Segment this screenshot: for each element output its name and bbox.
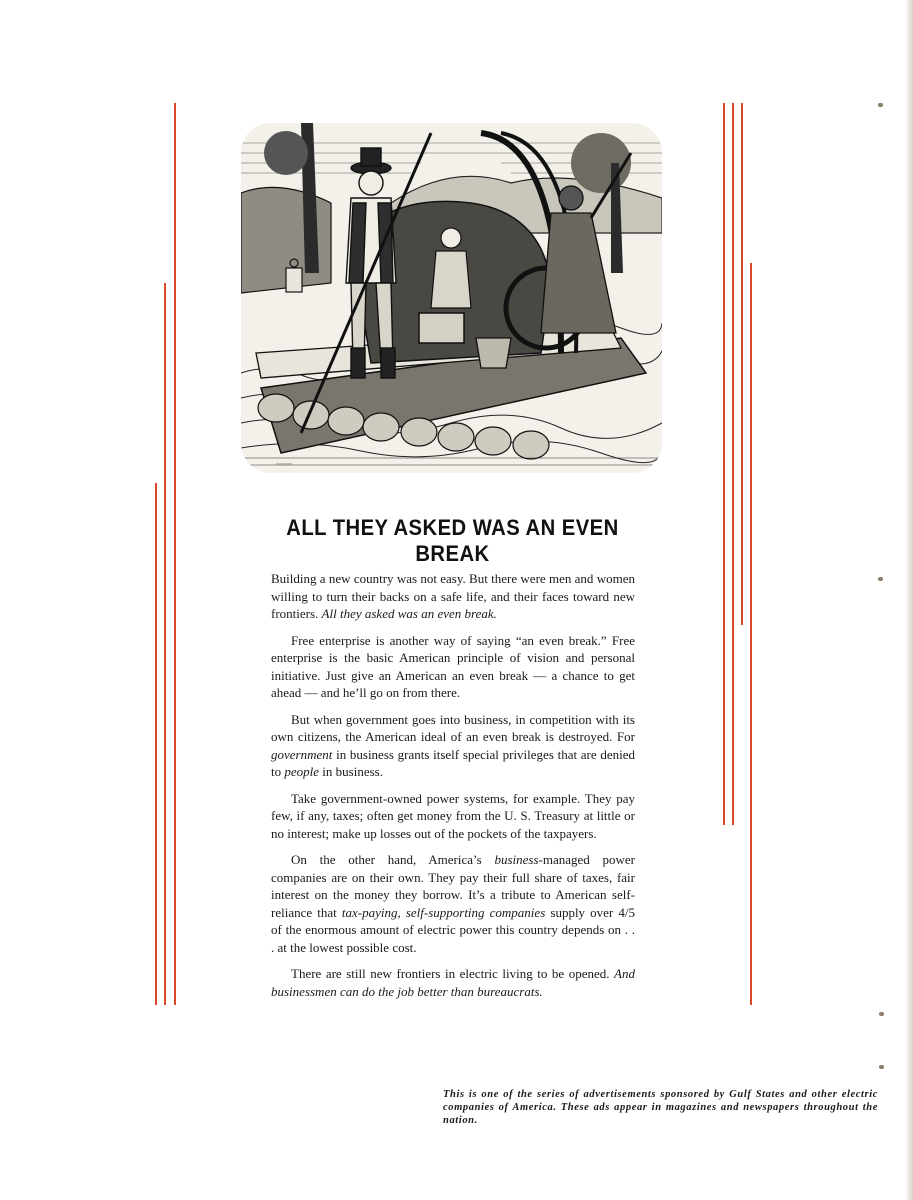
page-speck xyxy=(879,1012,884,1016)
body-paragraph xyxy=(271,851,635,956)
body-paragraph xyxy=(271,711,635,781)
body-paragraph xyxy=(271,632,635,702)
paragraph-text: But when government goes into business, in competition with its own citizens, the American ideal of an even break is destroyed. For xyxy=(271,711,635,744)
body-paragraph xyxy=(271,570,635,623)
body-paragraph xyxy=(271,790,635,843)
svg-text:~~~~~: ~~~~~ xyxy=(276,462,293,468)
paragraph-text: supply over 4/5 of the enormous amount of electric power this country depends on . . . at the lowest possible cost. xyxy=(271,904,635,955)
emphasis-text: government xyxy=(271,746,333,762)
page-speck xyxy=(878,577,883,581)
right-rule-4 xyxy=(750,263,752,1005)
page-speck xyxy=(878,103,883,107)
left-rule-3 xyxy=(155,483,157,1005)
left-rule-2 xyxy=(164,283,166,1005)
page-edge-shadow xyxy=(905,0,913,1200)
right-rule-2 xyxy=(732,103,734,825)
emphasis-text: people xyxy=(284,764,320,779)
raft-scene-drawing xyxy=(241,123,662,473)
paragraph-text: Free enterprise is another way of saying “an even break.” Free enterprise is the basic American principle of vision and personal initiative. Just give an American an even break — a chance to get ahead — and he’ll go on from there. xyxy=(271,632,635,700)
paragraph-text: On the other hand, America’s xyxy=(291,852,495,867)
emphasis-text: tax-paying, self-supporting companies xyxy=(341,904,546,920)
right-rule-3 xyxy=(741,103,743,625)
body-copy xyxy=(271,570,635,1009)
sponsor-footnote: This is one of the series of advertisements sponsored by Gulf States and other electric companies of America. These ads appear in magazines and newspapers throughout the nation. xyxy=(443,1089,878,1126)
emphasis-text: And businessmen can do the job better than bureaucrats. xyxy=(271,966,635,999)
page-speck xyxy=(879,1065,884,1069)
right-rule-1 xyxy=(723,103,725,825)
pioneer-raft-illustration xyxy=(241,123,662,473)
paragraph-text: in business grants itself special privileges that are denied to xyxy=(271,746,635,779)
paragraph-text: Take government-owned power systems, for example. They pay few, if any, taxes; often get money from the U. S. Treasury at little or no interest; make up losses out of the pockets of the taxpayers. xyxy=(271,790,635,841)
headline: ALL THEY ASKED WAS AN EVEN BREAK xyxy=(286,515,619,566)
paragraph-text: There are still new frontiers in electric living to be opened. xyxy=(291,966,615,981)
paragraph-text: in business. xyxy=(319,764,383,779)
paragraph-text: -managed power companies are on their own. They pay their full share of taxes, fair interest on the money they borrow. It’s a tribute to American self-reliance that xyxy=(271,852,635,920)
left-rule-1 xyxy=(174,103,176,1005)
body-paragraph xyxy=(271,965,635,1000)
paragraph-text: Building a new country was not easy. But there were men and women willing to turn their backs on a safe life, and their faces toward new frontiers. xyxy=(271,571,635,621)
emphasis-text: All they asked was an even break. xyxy=(321,606,497,621)
emphasis-text: business xyxy=(494,852,539,867)
